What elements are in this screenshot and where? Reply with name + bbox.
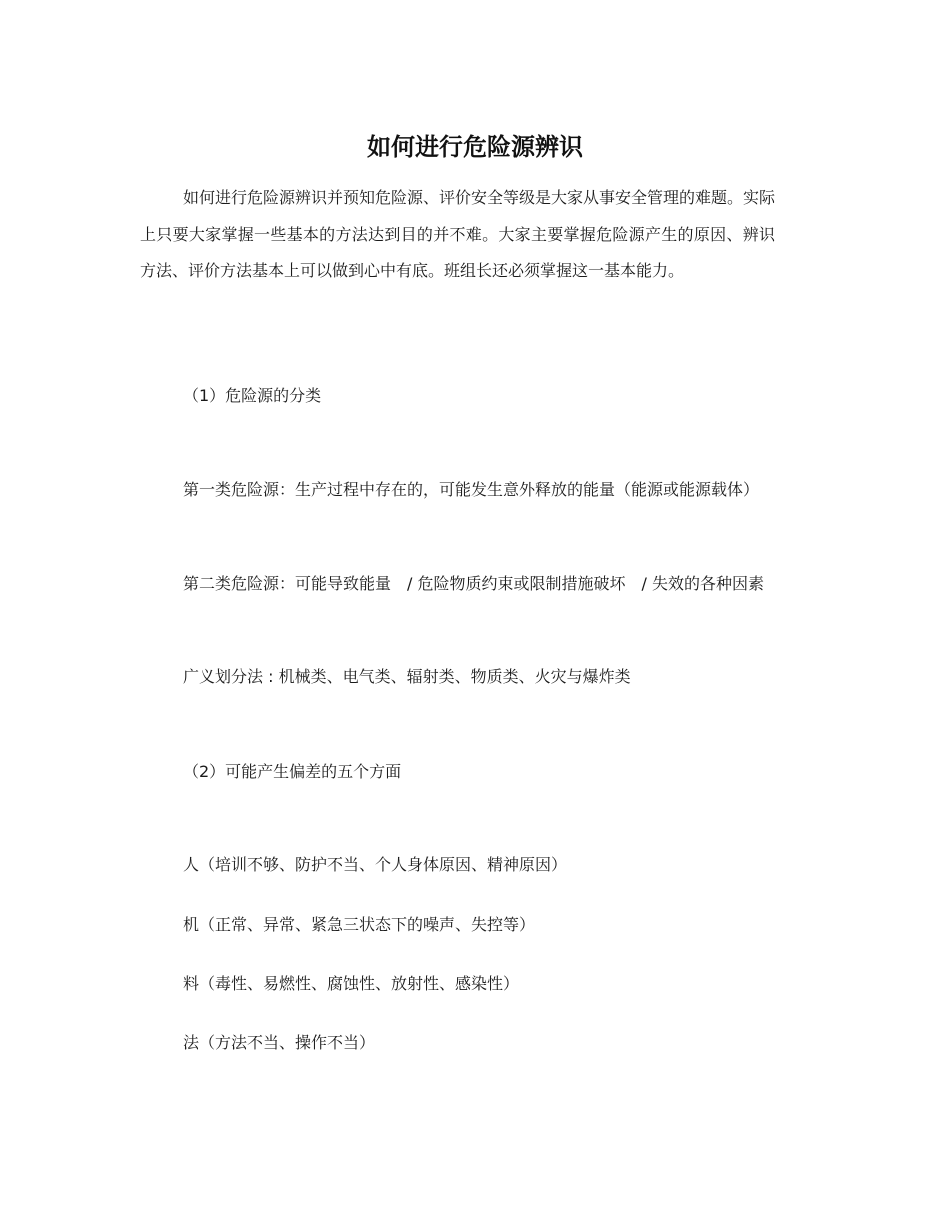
section-2-heading: （2）可能产生偏差的五个方面 [183,762,402,781]
broad-classification: 广义划分法 : 机械类、电气类、辐射类、物质类、火灾与爆炸类 [183,667,631,686]
deviation-item-machine: 机（正常、异常、紧急三状态下的噪声、失控等） [183,915,536,934]
hazard-class-2: 第二类危险源：可能导致能量 / 危险物质约束或限制措施破坏 / 失效的各种因素 [183,574,764,593]
section-1-heading: （1）危险源的分类 [183,386,322,405]
intro-paragraph: 如何进行危险源辨识并预知危险源、评价安全等级是大家从事安全管理的难题。实际上只要大家掌握一些基本的方法达到目的并不难。大家主要掌握危险源产生的原因、辨识方法、评价方法基本上可以做到心中有底。班组长还必须掌握这一基本能力。 [140,188,776,280]
deviation-item-material: 料（毒性、易燃性、腐蚀性、放射性、感染性） [183,974,520,993]
hazard-class-1: 第一类危险源：生产过程中存在的，可能发生意外释放的能量（能源或能源载体） [183,480,760,499]
deviation-item-method: 法（方法不当、操作不当） [183,1033,376,1052]
document-title: 如何进行危险源辨识 [367,132,583,162]
deviation-item-person: 人（培训不够、防护不当、个人身体原因、精神原因） [183,855,568,874]
